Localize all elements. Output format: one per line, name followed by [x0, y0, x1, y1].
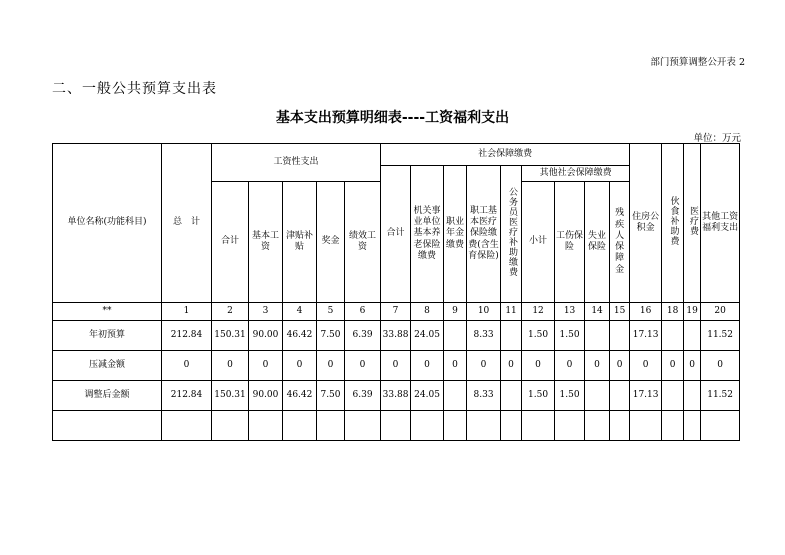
table-cell: [610, 321, 630, 351]
header-meal-subsidy: [662, 144, 684, 303]
table-cell: 0: [212, 351, 249, 381]
header-performance-pay: 绩效工资: [345, 182, 381, 303]
table-cell: [212, 411, 249, 441]
index-cell: 7: [381, 303, 411, 321]
index-cell: 3: [249, 303, 283, 321]
index-cell: 10: [467, 303, 501, 321]
index-cell: 18: [662, 303, 684, 321]
table-cell: 24.05: [411, 381, 444, 411]
table-cell: 0: [585, 351, 610, 381]
table-cell: 0: [522, 351, 555, 381]
index-cell: 12: [522, 303, 555, 321]
header-other-welfare: 其他工资福利支出: [701, 144, 740, 303]
table-cell: 1.50: [555, 381, 585, 411]
index-cell: 16: [630, 303, 662, 321]
table-cell: 0: [501, 351, 522, 381]
table-cell: [630, 411, 662, 441]
table-cell: [610, 411, 630, 441]
table-cell: [522, 411, 555, 441]
table-cell: [162, 411, 212, 441]
header-basic-salary: 基本工资: [249, 182, 283, 303]
table-cell: [701, 411, 740, 441]
table-cell: 1.50: [522, 321, 555, 351]
index-cell: 6: [345, 303, 381, 321]
table-cell: 150.31: [212, 381, 249, 411]
table-cell: [501, 321, 522, 351]
header-civil-servant-medical-text: 公务员医疗补助缴费: [506, 186, 517, 277]
table-cell: [662, 411, 684, 441]
index-cell: 4: [283, 303, 317, 321]
table-cell: 90.00: [249, 381, 283, 411]
index-cell: 9: [444, 303, 467, 321]
table-cell: [381, 411, 411, 441]
table-cell: 46.42: [283, 381, 317, 411]
header-other-social-group: 其他社会保障缴费: [522, 166, 630, 182]
header-meal-subsidy-text: 伙食补助费: [668, 195, 679, 246]
table-cell: 212.84: [162, 381, 212, 411]
table-cell: [345, 411, 381, 441]
table-title: 基本支出预算明细表----工资福利支出: [275, 110, 510, 126]
table-cell: 0: [610, 351, 630, 381]
table-cell: [501, 411, 522, 441]
index-row: [53, 303, 740, 321]
table-cell: [555, 411, 585, 441]
table-row: [53, 351, 740, 381]
header-pension: 机关事业单位基本养老保险缴费: [411, 166, 444, 303]
table-cell: 212.84: [162, 321, 212, 351]
header-allowance: 津贴补贴: [283, 182, 317, 303]
table-cell: 17.13: [630, 381, 662, 411]
header-other-subtotal: 小计: [522, 182, 555, 303]
row-name: 压减金额: [53, 351, 162, 381]
table-cell: [662, 381, 684, 411]
unit-label: 单位：万元: [693, 133, 741, 144]
header-disability-fund: 残疾人保障金: [610, 182, 630, 303]
header-salary-group: 工资性支出: [212, 144, 381, 182]
table-row: [53, 321, 740, 351]
table-cell: 33.88: [381, 321, 411, 351]
table-cell: 150.31: [212, 321, 249, 351]
table-cell: [411, 411, 444, 441]
table-cell: [585, 381, 610, 411]
header-occupational-annuity: 职业年金缴费: [444, 166, 467, 303]
index-cell: 15: [610, 303, 630, 321]
table-cell: 90.00: [249, 321, 283, 351]
table-cell: 0: [283, 351, 317, 381]
table-cell: 8.33: [467, 381, 501, 411]
table-cell: [444, 321, 467, 351]
index-cell: **: [53, 303, 162, 321]
table-cell: [467, 411, 501, 441]
table-cell: 0: [467, 351, 501, 381]
header-salary-subtotal: 合计: [212, 182, 249, 303]
table-cell: [684, 321, 701, 351]
header-housing-fund-text: 住房公积金: [632, 211, 660, 233]
index-cell: 11: [501, 303, 522, 321]
table-cell: [283, 411, 317, 441]
table-cell: [662, 321, 684, 351]
table-cell: 6.39: [345, 321, 381, 351]
table-cell: [317, 411, 345, 441]
table-cell: [585, 321, 610, 351]
header-bonus: 奖金: [317, 182, 345, 303]
table-cell: [585, 411, 610, 441]
table-cell: [444, 411, 467, 441]
table-row: [53, 381, 740, 411]
table-cell: 0: [317, 351, 345, 381]
header-total: 总 计: [162, 144, 212, 303]
document-label: 部门预算调整公开表 2: [650, 57, 745, 68]
table-cell: 7.50: [317, 321, 345, 351]
table-cell: [249, 411, 283, 441]
table-cell: [444, 381, 467, 411]
table-cell: 0: [411, 351, 444, 381]
header-housing-fund: [630, 144, 662, 303]
table-cell: 0: [630, 351, 662, 381]
index-cell: 14: [585, 303, 610, 321]
table-cell: 6.39: [345, 381, 381, 411]
budget-table: [52, 143, 740, 441]
header-medical-fee-text: 医疗费: [688, 205, 699, 236]
header-unit-name: 单位名称(功能科目): [53, 144, 162, 303]
table-cell: 1.50: [555, 321, 585, 351]
table-cell: 11.52: [701, 321, 740, 351]
table-cell: 0: [381, 351, 411, 381]
index-cell: 2: [212, 303, 249, 321]
table-cell: 11.52: [701, 381, 740, 411]
table-cell: [501, 381, 522, 411]
table-cell: 0: [162, 351, 212, 381]
row-name: 调整后金额: [53, 381, 162, 411]
header-social-subtotal: 合计: [381, 166, 411, 303]
table-cell: 24.05: [411, 321, 444, 351]
table-cell: 17.13: [630, 321, 662, 351]
table-cell: [684, 381, 701, 411]
table-cell: [610, 381, 630, 411]
table-cell: 0: [701, 351, 740, 381]
header-injury-insurance: 工伤保险: [555, 182, 585, 303]
index-cell: 20: [701, 303, 740, 321]
table-row: [53, 411, 740, 441]
table-cell: 0: [555, 351, 585, 381]
table-cell: 0: [444, 351, 467, 381]
table-cell: 8.33: [467, 321, 501, 351]
header-civil-servant-medical: [501, 166, 522, 303]
index-cell: 13: [555, 303, 585, 321]
header-medical-insurance: 职工基本医疗保险缴费(含生育保险): [467, 166, 501, 303]
row-name: [53, 411, 162, 441]
table-cell: 33.88: [381, 381, 411, 411]
table-cell: 0: [345, 351, 381, 381]
row-name: 年初预算: [53, 321, 162, 351]
header-social-group: 社会保障缴费: [381, 144, 630, 166]
table-cell: 1.50: [522, 381, 555, 411]
table-cell: 7.50: [317, 381, 345, 411]
header-medical-fee: [684, 144, 701, 303]
index-cell: 1: [162, 303, 212, 321]
table-cell: 0: [684, 351, 701, 381]
section-title: 二、一般公共预算支出表: [52, 81, 217, 97]
table-cell: 46.42: [283, 321, 317, 351]
index-cell: 5: [317, 303, 345, 321]
table-cell: 0: [662, 351, 684, 381]
table-cell: [684, 411, 701, 441]
index-cell: 19: [684, 303, 701, 321]
index-cell: 8: [411, 303, 444, 321]
table-cell: 0: [249, 351, 283, 381]
header-unemployment-insurance: 失业保险: [585, 182, 610, 303]
